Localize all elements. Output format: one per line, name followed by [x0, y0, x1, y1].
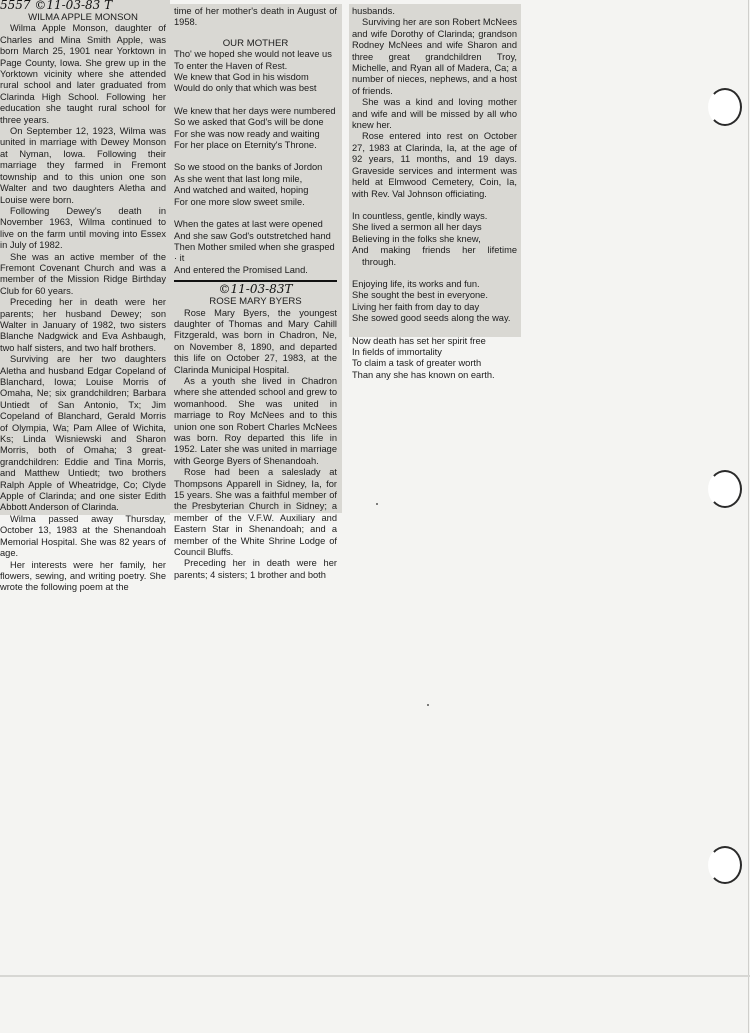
poem-stanza	[174, 49, 337, 95]
poem-line: So we stood on the banks of Jordon	[174, 162, 323, 173]
poem-line: Tho' we hoped she would not leave us	[174, 49, 332, 60]
poem-line: Then Mother smiled when she grasped	[174, 241, 335, 252]
poem-line: So we asked that God's will be done	[174, 117, 324, 128]
dust-speck	[427, 704, 429, 706]
poem-title: OUR MOTHER	[222, 37, 289, 49]
poem-line: And she saw God's outstretched hand	[174, 230, 331, 241]
verse-line: And making friends her lifetime	[352, 245, 517, 256]
obituary-title: ROSE MARY BYERS	[209, 296, 302, 308]
verse-line: She sowed good seeds along the way.	[352, 313, 511, 324]
binder-hole	[708, 470, 742, 508]
poem-line: To enter the Haven of Rest.	[174, 60, 288, 71]
verse-line: She sought the best in everyone.	[352, 290, 488, 301]
poem-line: As she went that last long mile,	[174, 173, 303, 184]
continued-paragraph: time of her mother's death in August of 1958.	[174, 6, 337, 28]
verse-line: Now death has set her spirit free	[352, 335, 486, 346]
paragraph: Surviving her are son Robert McNees and wife Dorothy of Clarinda; grandson Rodney McNees and wife Sharon and three great grandchildren Troy, Michelle, and Ryan all of Madera, Ca; a number of nieces, nephews, and a host of friends.	[352, 17, 518, 96]
verse-stanza	[352, 211, 517, 268]
paragraph: Rose Mary Byers, the youngest daughter of Thomas and Mary Cahill Fitzgerald, was born in Chadron, Ne, on November 8, 1890, and departed this life on October 27, 1983, at the Clarinda Municipal Hospital.	[174, 307, 337, 375]
poem-line: Would do only that which was best	[174, 83, 317, 94]
poem-stanza	[174, 219, 337, 276]
poem-line: For her place on Eternity's Throne.	[174, 140, 317, 151]
paragraph: Preceding her in death were her parents; her husband Dewey; son Walter in January of 1982, two sisters Blanche Nadgwick and Eva Ashbaugh, two half sisters, and two half brothers.	[0, 297, 166, 353]
paragraph: Preceding her in death were her parents; 4 sisters; 1 brother and both	[174, 558, 337, 580]
poem-stanza	[174, 106, 337, 152]
verse-line: Believing in the folks she knew,	[352, 233, 481, 244]
verse-line: She lived a sermon all her days	[352, 222, 482, 233]
verse-line: To claim a task of greater worth	[352, 358, 482, 369]
poem-line: For she was now ready and waiting	[174, 128, 320, 139]
verse-line: In fields of immortality	[352, 346, 442, 357]
poem-line: And watched and waited, hoping	[174, 185, 309, 196]
verse-line: Enjoying life, its works and fun.	[352, 278, 480, 289]
paragraph: Wilma passed away Thursday, October 13, 1983 at the Shenandoah Memorial Hospital. She was 82 years of age.	[0, 513, 166, 559]
obituary-clipping-rose-byers-continued	[349, 4, 521, 380]
poem-line: For one more slow sweet smile.	[174, 196, 305, 207]
poem-line: And entered the Promised Land.	[174, 264, 308, 275]
continued-paragraph: husbands.	[352, 6, 395, 16]
page-bottom-edge	[0, 975, 750, 977]
verse-line: In countless, gentle, kindly ways.	[352, 210, 488, 221]
paragraph: Rose had been a saleslady at Thompsons Apparell in Sidney, Ia, for 15 years. She was a faithful member of the Presbyterian Church in Sidney; a member of the V.F.W. Auxiliary and Eastern Star in Shenandoah; and a member of the White Shrine Lodge of Council Bluffs.	[174, 467, 337, 558]
poem-line: When the gates at last were opened	[174, 219, 323, 230]
paragraph: As a youth she lived in Chadron where she attended school and grew to womanhood. She was united in marriage to Roy McNees and to this union one son Robert Charles McNees was born. Roy departed this life in 1952. Later she was united in marriage with George Byers of Shenandoah.	[174, 375, 337, 466]
handwritten-date-note: 5557 ©11-03-83 T	[0, 0, 113, 12]
poem-line: We knew that God in his wisdom	[174, 72, 309, 83]
verse-line: Than any she has known on earth.	[352, 369, 495, 380]
binder-hole	[708, 88, 742, 126]
paragraph: She was a kind and loving mother and wife and will be missed by all who knew her.	[352, 97, 517, 131]
verse-line: Living her faith from day to day	[352, 301, 480, 312]
binder-hole	[708, 846, 742, 884]
paragraph: Surviving are her two daughters Aletha and husband Edgar Copeland of Blanchard, Iowa; Louise Morris of Omaha, Ne; six grandchildren; Barbara Untiedt of San Antonio, Tx; Jim Copeland of Blanchard, Gerald Morris of Olympia, Wa; Pam Allee of Wichita, Ks; Linda Wisniewski and Sharon Morris, both of Omaha; 3 great-grandchildren: Eddie and Tina Morris, and Matthew Untiedt; two brothers Ralph Apple of Wheatridge, Co; Clyde Apple of Clarinda; and one sister Edith Abbott Anderson of Clarinda.	[0, 354, 166, 513]
handwritten-date-note: ©11-03-83T	[218, 282, 293, 297]
poem-our-mother	[174, 49, 337, 276]
obituary-title: WILMA APPLE MONSON	[28, 12, 138, 23]
paragraph: Following Dewey's death in November 1963, Wilma continued to live on the farm until moving into Essex in July of 1982.	[0, 205, 166, 251]
verse-line: through.	[362, 256, 397, 267]
obituary-clipping-poem-and-rose-byers	[170, 4, 342, 580]
paragraph: Wilma Apple Monson, daughter of Charles and Mina Smith Apple, was born March 25, 1901 near Yorktown in Page County, Iowa. She grew up in the Yorktown vicinity where she attended rural school and later graduated from Clarinda High School. Following her education she taught rural school for three years.	[0, 23, 166, 125]
memorial-verse	[352, 211, 517, 381]
paragraph: Rose entered into rest on October 27, 1983 at Clarinda, Ia, at the age of 92 years, 11 months, and 19 days. Graveside services and interment was held at Elmwood Cemetery, Coin, Ia, with Rev. Val Johnson officiating.	[352, 131, 517, 199]
dust-speck	[376, 503, 378, 505]
poem-stanza	[174, 162, 337, 208]
obituary-clipping-wilma-monson	[0, 0, 170, 593]
paragraph: Her interests were her family, her flowers, sewing, and writing poetry. She wrote the following poem at the	[0, 559, 166, 593]
paragraph: She was an active member of the Fremont Covenant Church and was a member of the Mission Ridge Birthday Club for 60 years.	[0, 251, 166, 296]
poem-line: We knew that her days were numbered	[174, 105, 336, 116]
paragraph: On September 12, 1923, Wilma was united in marriage with Dewey Monson at Nyman, Iowa. Following their marriage they farmed in Fremont township and to this union one son Walter and two daughters Aletha and Louise were born.	[0, 126, 166, 205]
verse-stanza	[352, 279, 517, 325]
poem-line: · it	[174, 253, 185, 264]
verse-stanza	[352, 336, 517, 382]
